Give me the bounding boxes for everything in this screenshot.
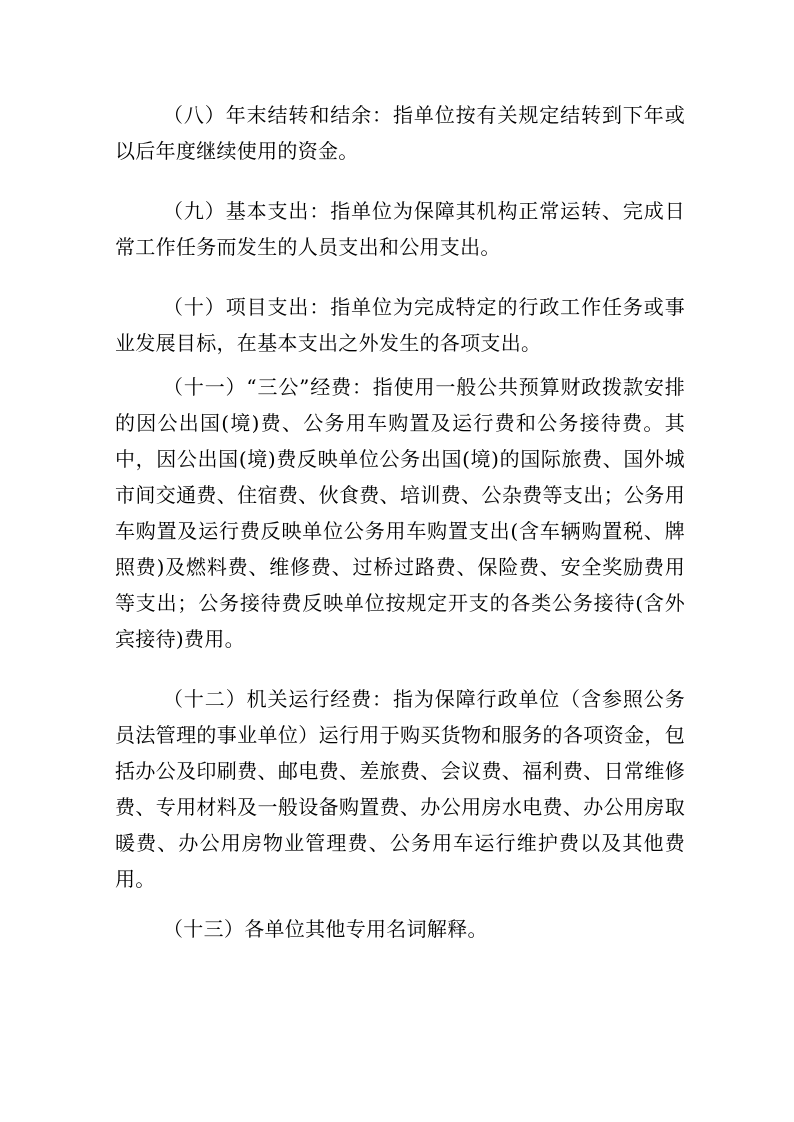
paragraph-13-other-terms: （十三）各单位其他专用名词解释。 <box>163 917 488 941</box>
paragraph-8-year-end-carryover: （八）年末结转和结余：指单位按有关规定结转到下年或以后年度继续使用的资金。 <box>115 103 685 163</box>
paragraph-10-project-expenditure: （十）项目支出：指单位为完成特定的行政工作任务或事业发展目标，在基本支出之外发生的各项支出。 <box>115 295 685 355</box>
paragraph-9-basic-expenditure: （九）基本支出：指单位为保障其机构正常运转、完成日常工作任务而发生的人员支出和公用支出。 <box>115 199 685 259</box>
paragraph-12-agency-operating-expenses: （十二）机关运行经费：指为保障行政单位（含参照公务员法管理的事业单位）运行用于购买货物和服务的各项资金，包括办公及印刷费、邮电费、差旅费、会议费、福利费、日常维修费、专用材料及一般设备购置费、办公用房水电费、办公用房取暖费、办公用房物业管理费、公务用车运行维护费以及其他费用。 <box>115 687 685 891</box>
paragraph-11-three-public-expenses: （十一）“三公”经费：指使用一般公共预算财政拨款安排的因公出国(境)费、公务用车购置及运行费和公务接待费。其中，因公出国(境)费反映单位公务出国(境)的国际旅费、国外城市间交通费、住宿费、伙食费、培训费、公杂费等支出；公务用车购置及运行费反映单位公务用车购置支出(含车辆购置税、牌照费)及燃料费、维修费、过桥过路费、保险费、安全奖励费用等支出；公务接待费反映单位按规定开支的各类公务接待(含外宾接待)费用。 <box>115 375 685 651</box>
